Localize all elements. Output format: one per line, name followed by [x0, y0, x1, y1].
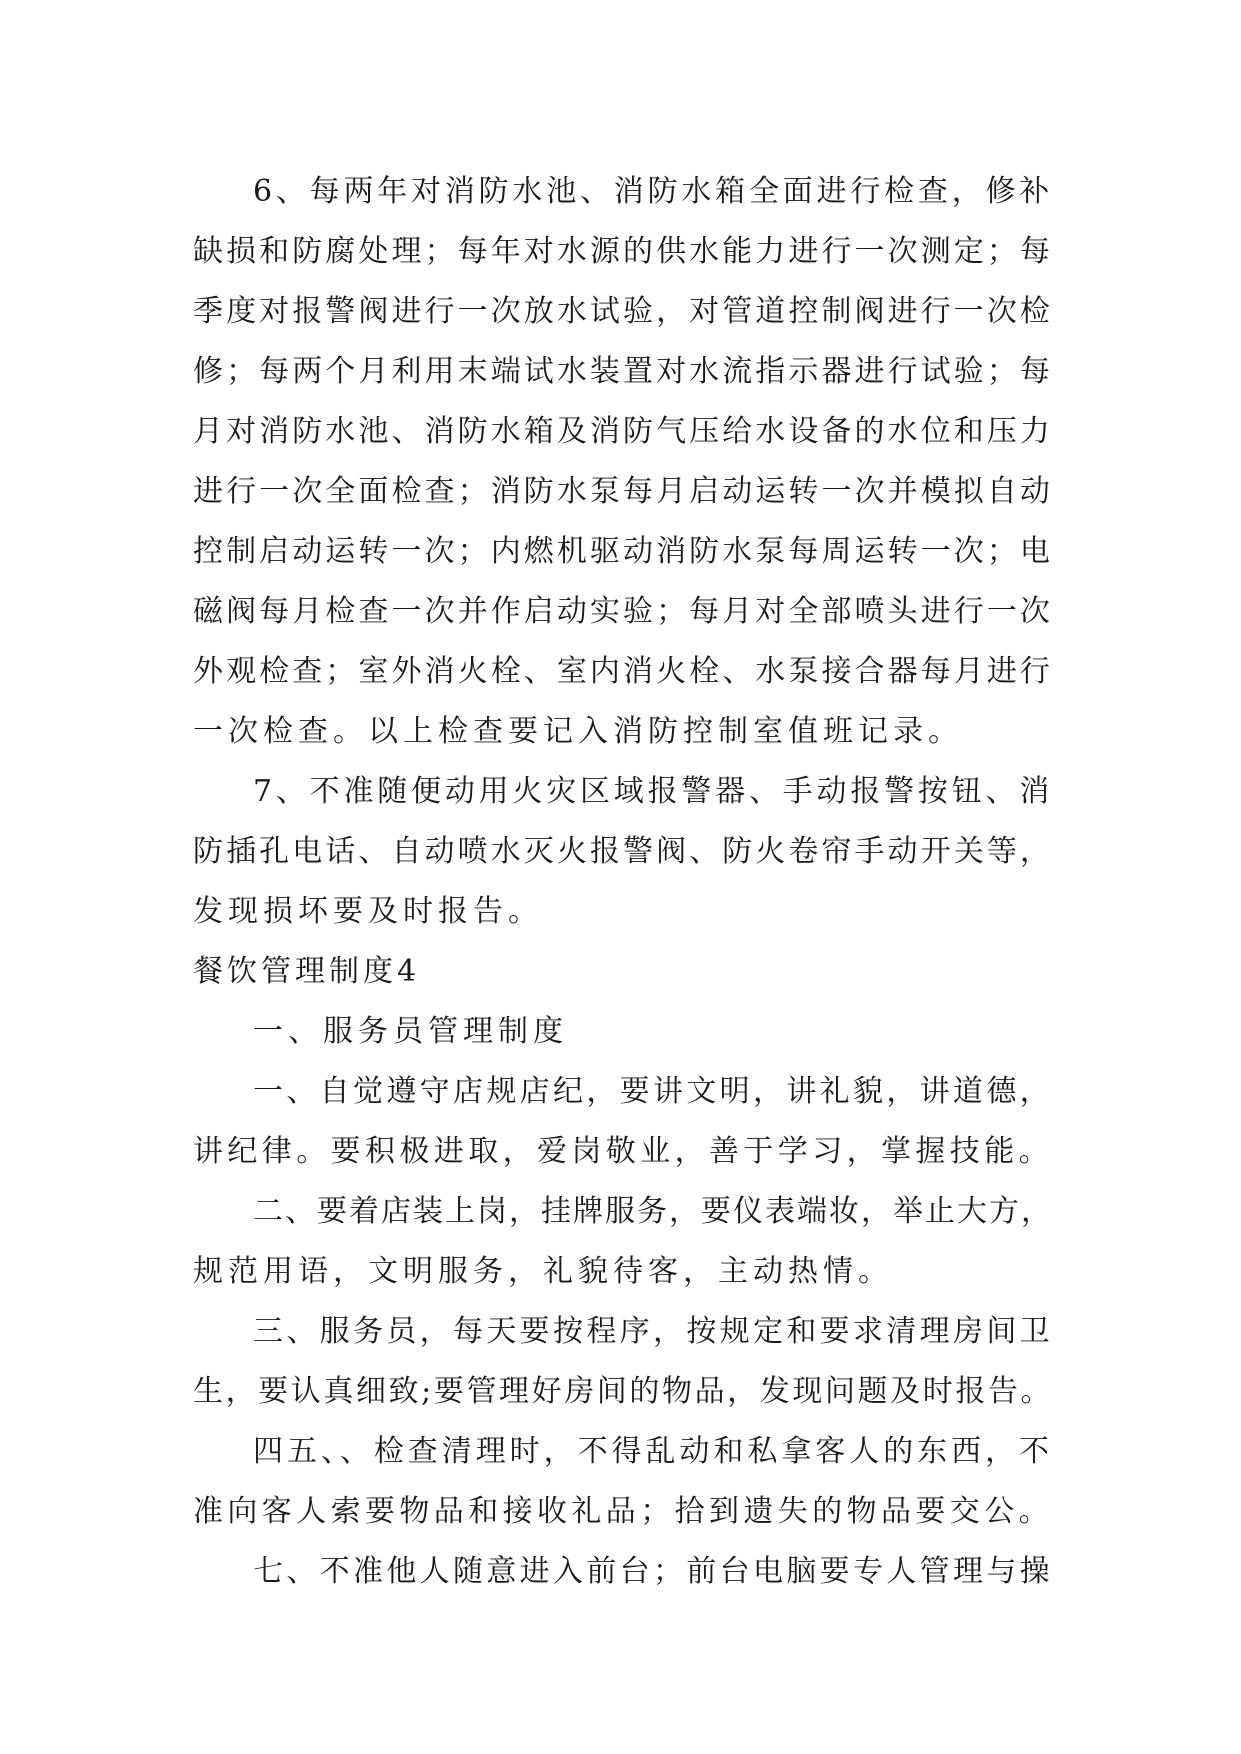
text-line: 一次检查。以上检查要记入消防控制室值班记录。	[193, 714, 963, 749]
text-line: 修；每两个月利用末端试水装置对水流指示器进行试验；每	[193, 354, 1053, 389]
text-line: 四五、、检查清理时，不得乱动和私拿客人的东西，不	[253, 1434, 1053, 1469]
text-line: 三、服务员，每天要按程序，按规定和要求清理房间卫	[253, 1314, 1053, 1349]
text-line: 准向客人索要物品和接收礼品；拾到遗失的物品要交公。	[193, 1494, 1053, 1529]
text-line: 6、每两年对消防水池、消防水箱全面进行检查，修补	[253, 174, 1054, 209]
text-line: 外观检查；室外消火栓、室内消火栓、水泵接合器每月进行	[193, 654, 1053, 689]
text-line: 7、不准随便动用火灾区域报警器、手动报警按钮、消	[253, 774, 1054, 809]
text-line: 一、自觉遵守店规店纪，要讲文明，讲礼貌，讲道德，	[253, 1074, 1053, 1109]
text-line: 生，要认真细致;要管理好房间的物品，发现问题及时报告。	[193, 1374, 1054, 1409]
text-line: 进行一次全面检查；消防水泵每月启动运转一次并模拟自动	[193, 474, 1053, 509]
text-line: 磁阀每月检查一次并作启动实验；每月对全部喷头进行一次	[193, 594, 1053, 629]
text-line: 控制启动运转一次；内燃机驱动消防水泵每周运转一次；电	[193, 534, 1053, 569]
text-line: 季度对报警阀进行一次放水试验，对管道控制阀进行一次检	[193, 294, 1053, 329]
text-line: 发现损坏要及时报告。	[193, 894, 543, 929]
document-body	[193, 162, 1053, 1602]
text-line: 七、不准他人随意进入前台；前台电脑要专人管理与操	[253, 1554, 1053, 1589]
section-heading: 餐饮管理制度4	[193, 954, 421, 989]
text-line: 讲纪律。要积极进取，爱岗敬业，善于学习，掌握技能。	[193, 1134, 1053, 1169]
text-line: 规范用语，文明服务，礼貌待客，主动热情。	[193, 1254, 893, 1289]
text-line: 二、要着店装上岗，挂牌服务，要仪表端妆，举止大方，	[253, 1194, 1053, 1229]
text-line: 缺损和防腐处理；每年对水源的供水能力进行一次测定；每	[193, 234, 1053, 269]
subsection-heading: 一、服务员管理制度	[253, 1014, 568, 1049]
text-line: 月对消防水池、消防水箱及消防气压给水设备的水位和压力	[193, 414, 1053, 449]
text-line: 防插孔电话、自动喷水灭火报警阀、防火卷帘手动开关等，	[193, 834, 1053, 869]
